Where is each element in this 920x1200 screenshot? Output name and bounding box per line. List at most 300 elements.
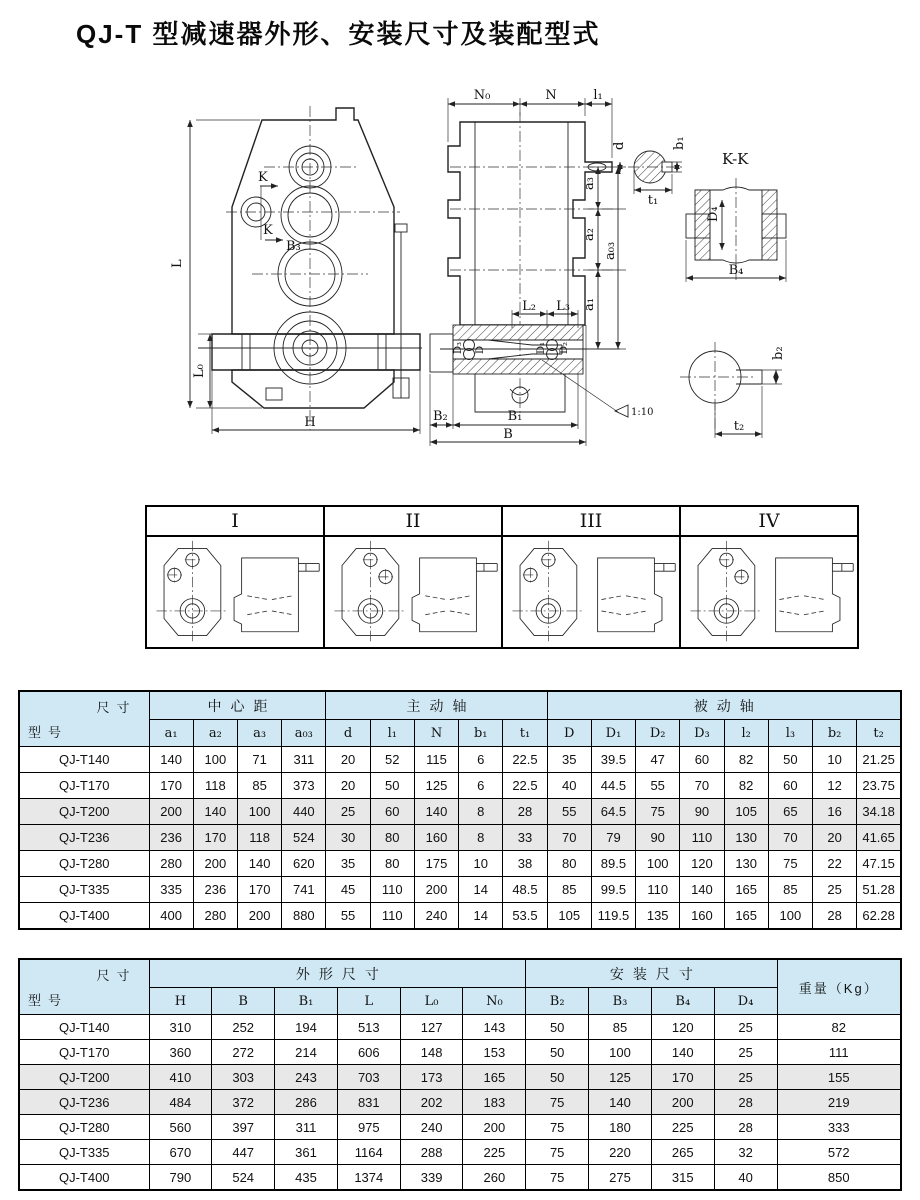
value-cell: 70 [547,825,591,851]
value-cell: 560 [149,1115,212,1140]
value-cell: 220 [589,1140,652,1165]
value-cell: 75 [526,1090,589,1115]
value-cell: 90 [680,799,724,825]
output-shaft-key-detail [680,342,786,438]
value-cell: 47 [636,747,680,773]
value-cell: 130 [724,825,768,851]
value-cell: 60 [370,799,414,825]
value-cell: 22.5 [503,773,547,799]
value-cell: 410 [149,1065,212,1090]
table-row [19,1040,901,1065]
dim-label-t2: t₂ [733,419,745,434]
value-cell: 333 [777,1115,901,1140]
value-cell: 175 [414,851,458,877]
value-cell: 831 [337,1090,400,1115]
value-cell: 140 [414,799,458,825]
value-cell: 110 [680,825,724,851]
dim-label-k-upper: K [258,170,268,185]
value-cell: 22.5 [503,747,547,773]
column-header: l₁ [370,720,414,747]
value-cell: 40 [547,773,591,799]
column-header: B₁ [275,988,338,1015]
assembly-types-band [145,505,859,649]
value-cell: 125 [589,1065,652,1090]
value-cell: 140 [589,1090,652,1115]
table-row [19,825,901,851]
model-cell: QJ-T236 [19,1090,149,1115]
group-header-outline: 外形尺寸 [149,959,526,988]
value-cell: 105 [724,799,768,825]
value-cell: 606 [337,1040,400,1065]
value-cell: 484 [149,1090,212,1115]
value-cell: 165 [724,877,768,903]
value-cell: 51.28 [857,877,901,903]
value-cell: 310 [149,1015,212,1040]
model-cell: QJ-T170 [19,1040,149,1065]
value-cell: 41.65 [857,825,901,851]
value-cell: 252 [212,1015,275,1040]
value-cell: 153 [463,1040,526,1065]
dim-label-t1: t₁ [647,193,659,208]
value-cell: 240 [414,903,458,930]
outline-table-header [19,959,901,1015]
value-cell: 303 [212,1065,275,1090]
kk-view-label: K-K [722,150,749,168]
value-cell: 118 [193,773,237,799]
value-cell: 140 [237,851,281,877]
value-cell: 225 [463,1140,526,1165]
value-cell: 148 [400,1040,463,1065]
kk-section-view [686,150,786,282]
assembly-type-label-4: IV [680,506,858,536]
weight-header: 重量（Kg） [777,959,901,1015]
value-cell: 100 [589,1040,652,1065]
value-cell: 280 [193,903,237,930]
value-cell: 130 [724,851,768,877]
value-cell: 100 [193,747,237,773]
value-cell: 75 [768,851,812,877]
value-cell: 400 [149,903,193,930]
value-cell: 79 [591,825,635,851]
corner-label-model: 型号 [28,725,69,740]
value-cell: 20 [326,747,370,773]
value-cell: 39.5 [591,747,635,773]
column-header: B₃ [589,988,652,1015]
value-cell: 100 [768,903,812,930]
dim-label-D4: D₄ [706,206,721,222]
value-cell: 28 [714,1090,777,1115]
value-cell: 225 [651,1115,714,1140]
value-cell: 75 [526,1165,589,1191]
corner-label-size: 尺寸 [96,968,137,983]
column-header: d [326,720,370,747]
value-cell: 47.15 [857,851,901,877]
column-header: t₂ [857,720,901,747]
value-cell: 65 [768,799,812,825]
corner-label-size: 尺寸 [96,700,137,715]
shaft-dimensions-table [18,690,902,930]
assembly-type-label-1: I [146,506,324,536]
value-cell: 194 [275,1015,338,1040]
value-cell: 360 [149,1040,212,1065]
assembly-diagram-3 [502,536,680,648]
value-cell: 16 [813,799,857,825]
model-cell: QJ-T280 [19,1115,149,1140]
assembly-type-label-3: III [502,506,680,536]
column-header: D₁ [591,720,635,747]
dim-label-b3: B₃ [286,239,301,254]
value-cell: 135 [636,903,680,930]
dim-label-l1: l₁ [593,88,603,103]
value-cell: 513 [337,1015,400,1040]
value-cell: 8 [459,799,503,825]
value-cell: 64.5 [591,799,635,825]
value-cell: 50 [526,1015,589,1040]
value-cell: 315 [651,1165,714,1191]
value-cell: 119.5 [591,903,635,930]
value-cell: 120 [680,851,724,877]
value-cell: 339 [400,1165,463,1191]
table-row [19,903,901,930]
page-title: QJ-T 型减速器外形、安装尺寸及装配型式 [76,19,601,49]
side-section-view [430,88,653,446]
dim-label-H: H [304,415,316,430]
dim-label-a1: a₁ [582,298,597,311]
value-cell: 34.18 [857,799,901,825]
value-cell: 170 [237,877,281,903]
value-cell: 143 [463,1015,526,1040]
model-cell: QJ-T400 [19,903,149,930]
value-cell: 272 [212,1040,275,1065]
value-cell: 32 [714,1140,777,1165]
value-cell: 10 [459,851,503,877]
value-cell: 125 [414,773,458,799]
value-cell: 62.28 [857,903,901,930]
value-cell: 447 [212,1140,275,1165]
value-cell: 100 [237,799,281,825]
assembly-diagram-1-svg [147,538,323,646]
value-cell: 8 [459,825,503,851]
assembly-diagram-4-svg [681,538,857,646]
value-cell: 25 [714,1040,777,1065]
dim-label-D: D [475,345,486,354]
value-cell: 200 [149,799,193,825]
value-cell: 90 [636,825,680,851]
value-cell: 89.5 [591,851,635,877]
dim-label-b2: b₂ [771,346,786,360]
value-cell: 372 [212,1090,275,1115]
value-cell: 160 [680,903,724,930]
value-cell: 52 [370,747,414,773]
dim-label-D3: D₃ [453,341,464,354]
dim-label-k-lower: K [263,223,273,238]
value-cell: 40 [714,1165,777,1191]
dim-label-a3: a₃ [582,177,597,190]
model-cell: QJ-T335 [19,1140,149,1165]
dim-label-L0: L₀ [192,364,207,378]
value-cell: 173 [400,1065,463,1090]
value-cell: 25 [326,799,370,825]
value-cell: 110 [370,877,414,903]
value-cell: 111 [777,1040,901,1065]
value-cell: 75 [526,1140,589,1165]
value-cell: 48.5 [503,877,547,903]
column-header-row [19,988,901,1015]
column-header: D₃ [680,720,724,747]
value-cell: 23.75 [857,773,901,799]
value-cell: 975 [337,1115,400,1140]
value-cell: 45 [326,877,370,903]
taper-note: 1:10 [631,407,654,418]
value-cell: 170 [149,773,193,799]
model-cell: QJ-T400 [19,1165,149,1191]
dim-label-L: L [170,259,185,268]
assembly-type-label-2: II [324,506,502,536]
value-cell: 120 [651,1015,714,1040]
dim-label-L3: L₃ [556,299,570,314]
model-cell: QJ-T335 [19,877,149,903]
table-row [19,1090,901,1115]
value-cell: 85 [589,1015,652,1040]
value-cell: 200 [463,1115,526,1140]
value-cell: 397 [212,1115,275,1140]
value-cell: 28 [813,903,857,930]
value-cell: 6 [459,747,503,773]
value-cell: 288 [400,1140,463,1165]
assembly-diagram-2 [324,536,502,648]
group-header-driven-shaft: 被动轴 [547,691,901,720]
dim-label-L2: L₂ [522,299,536,314]
model-cell: QJ-T170 [19,773,149,799]
column-header: l₃ [768,720,812,747]
value-cell: 180 [589,1115,652,1140]
value-cell: 55 [547,799,591,825]
value-cell: 183 [463,1090,526,1115]
value-cell: 200 [651,1090,714,1115]
shaft-table-body [19,747,901,930]
value-cell: 140 [680,877,724,903]
column-header: B [212,988,275,1015]
value-cell: 127 [400,1015,463,1040]
value-cell: 236 [193,877,237,903]
value-cell: 311 [282,747,326,773]
value-cell: 741 [282,877,326,903]
model-cell: QJ-T140 [19,747,149,773]
value-cell: 50 [526,1040,589,1065]
value-cell: 440 [282,799,326,825]
value-cell: 14 [459,877,503,903]
column-header: t₁ [503,720,547,747]
column-header: a₀₃ [282,720,326,747]
value-cell: 703 [337,1065,400,1090]
column-header: D₄ [714,988,777,1015]
value-cell: 200 [193,851,237,877]
value-cell: 85 [768,877,812,903]
value-cell: 1164 [337,1140,400,1165]
column-header: N₀ [463,988,526,1015]
dim-label-a2: a₂ [582,228,597,241]
value-cell: 25 [714,1065,777,1090]
value-cell: 790 [149,1165,212,1191]
column-header: H [149,988,212,1015]
dim-label-d: d [612,141,627,150]
value-cell: 80 [370,851,414,877]
model-cell: QJ-T236 [19,825,149,851]
outline-dimensions-table [18,958,902,1191]
column-header: a₃ [237,720,281,747]
value-cell: 361 [275,1140,338,1165]
table-row [19,851,901,877]
table-row [19,799,901,825]
column-header: D₂ [636,720,680,747]
value-cell: 60 [768,773,812,799]
dim-label-D1: D₁ [536,341,547,354]
column-header: a₂ [193,720,237,747]
value-cell: 373 [282,773,326,799]
value-cell: 44.5 [591,773,635,799]
value-cell: 435 [275,1165,338,1191]
value-cell: 165 [463,1065,526,1090]
value-cell: 670 [149,1140,212,1165]
value-cell: 110 [370,903,414,930]
value-cell: 6 [459,773,503,799]
value-cell: 85 [547,877,591,903]
value-cell: 118 [237,825,281,851]
assembly-diagram-2-svg [325,538,501,646]
table-row [19,1140,901,1165]
dim-label-a03: a₀₃ [603,241,618,260]
dim-label-B1: B₁ [507,409,523,424]
value-cell: 260 [463,1165,526,1191]
value-cell: 22 [813,851,857,877]
column-header: a₁ [149,720,193,747]
value-cell: 105 [547,903,591,930]
corner-label-model: 型号 [28,993,69,1008]
model-cell: QJ-T200 [19,799,149,825]
value-cell: 55 [326,903,370,930]
value-cell: 75 [636,799,680,825]
value-cell: 30 [326,825,370,851]
value-cell: 50 [370,773,414,799]
table-row [19,747,901,773]
table-row [19,1015,901,1040]
value-cell: 35 [547,747,591,773]
dim-label-B2: B₂ [433,409,448,424]
column-header: l₂ [724,720,768,747]
value-cell: 71 [237,747,281,773]
value-cell: 20 [326,773,370,799]
table-row [19,1065,901,1090]
column-header: B₂ [526,988,589,1015]
value-cell: 82 [724,747,768,773]
model-cell: QJ-T280 [19,851,149,877]
value-cell: 236 [149,825,193,851]
value-cell: 115 [414,747,458,773]
model-cell: QJ-T140 [19,1015,149,1040]
shaft-table-header [19,691,901,747]
value-cell: 200 [414,877,458,903]
value-cell: 202 [400,1090,463,1115]
value-cell: 170 [193,825,237,851]
value-cell: 25 [714,1015,777,1040]
value-cell: 200 [237,903,281,930]
corner-header [19,959,149,1015]
value-cell: 50 [768,747,812,773]
value-cell: 70 [680,773,724,799]
value-cell: 75 [526,1115,589,1140]
value-cell: 311 [275,1115,338,1140]
value-cell: 55 [636,773,680,799]
value-cell: 10 [813,747,857,773]
column-header: L [337,988,400,1015]
column-header-row [19,720,901,747]
column-header: D [547,720,591,747]
value-cell: 53.5 [503,903,547,930]
value-cell: 100 [636,851,680,877]
value-cell: 280 [149,851,193,877]
value-cell: 35 [326,851,370,877]
value-cell: 243 [275,1065,338,1090]
table-row [19,1165,901,1191]
value-cell: 880 [282,903,326,930]
value-cell: 214 [275,1040,338,1065]
value-cell: 28 [714,1115,777,1140]
value-cell: 165 [724,903,768,930]
assembly-diagram-1 [146,536,324,648]
front-view [170,106,422,434]
value-cell: 12 [813,773,857,799]
value-cell: 99.5 [591,877,635,903]
value-cell: 1374 [337,1165,400,1191]
value-cell: 572 [777,1140,901,1165]
value-cell: 620 [282,851,326,877]
value-cell: 524 [282,825,326,851]
assembly-diagram-3-svg [503,538,679,646]
value-cell: 82 [724,773,768,799]
technical-drawing [20,82,900,482]
value-cell: 265 [651,1140,714,1165]
value-cell: 140 [149,747,193,773]
value-cell: 850 [777,1165,901,1191]
value-cell: 20 [813,825,857,851]
group-header-centre-distance: 中心距 [149,691,326,720]
value-cell: 335 [149,877,193,903]
value-cell: 275 [589,1165,652,1191]
column-header: b₂ [813,720,857,747]
value-cell: 82 [777,1015,901,1040]
value-cell: 85 [237,773,281,799]
assembly-diagram-4 [680,536,858,648]
group-header-driving-shaft: 主动轴 [326,691,547,720]
value-cell: 240 [400,1115,463,1140]
value-cell: 70 [768,825,812,851]
column-header: B₄ [651,988,714,1015]
value-cell: 170 [651,1065,714,1090]
group-header-mounting: 安装尺寸 [526,959,777,988]
dim-label-b1: b₁ [672,136,687,150]
column-header: L₀ [400,988,463,1015]
value-cell: 28 [503,799,547,825]
value-cell: 140 [651,1040,714,1065]
value-cell: 14 [459,903,503,930]
outline-table-body [19,1015,901,1191]
dim-label-D2: D₂ [559,341,570,354]
column-header: b₁ [459,720,503,747]
dim-label-B: B [503,427,513,442]
value-cell: 286 [275,1090,338,1115]
dim-label-N0: N₀ [473,88,491,103]
value-cell: 50 [526,1065,589,1090]
